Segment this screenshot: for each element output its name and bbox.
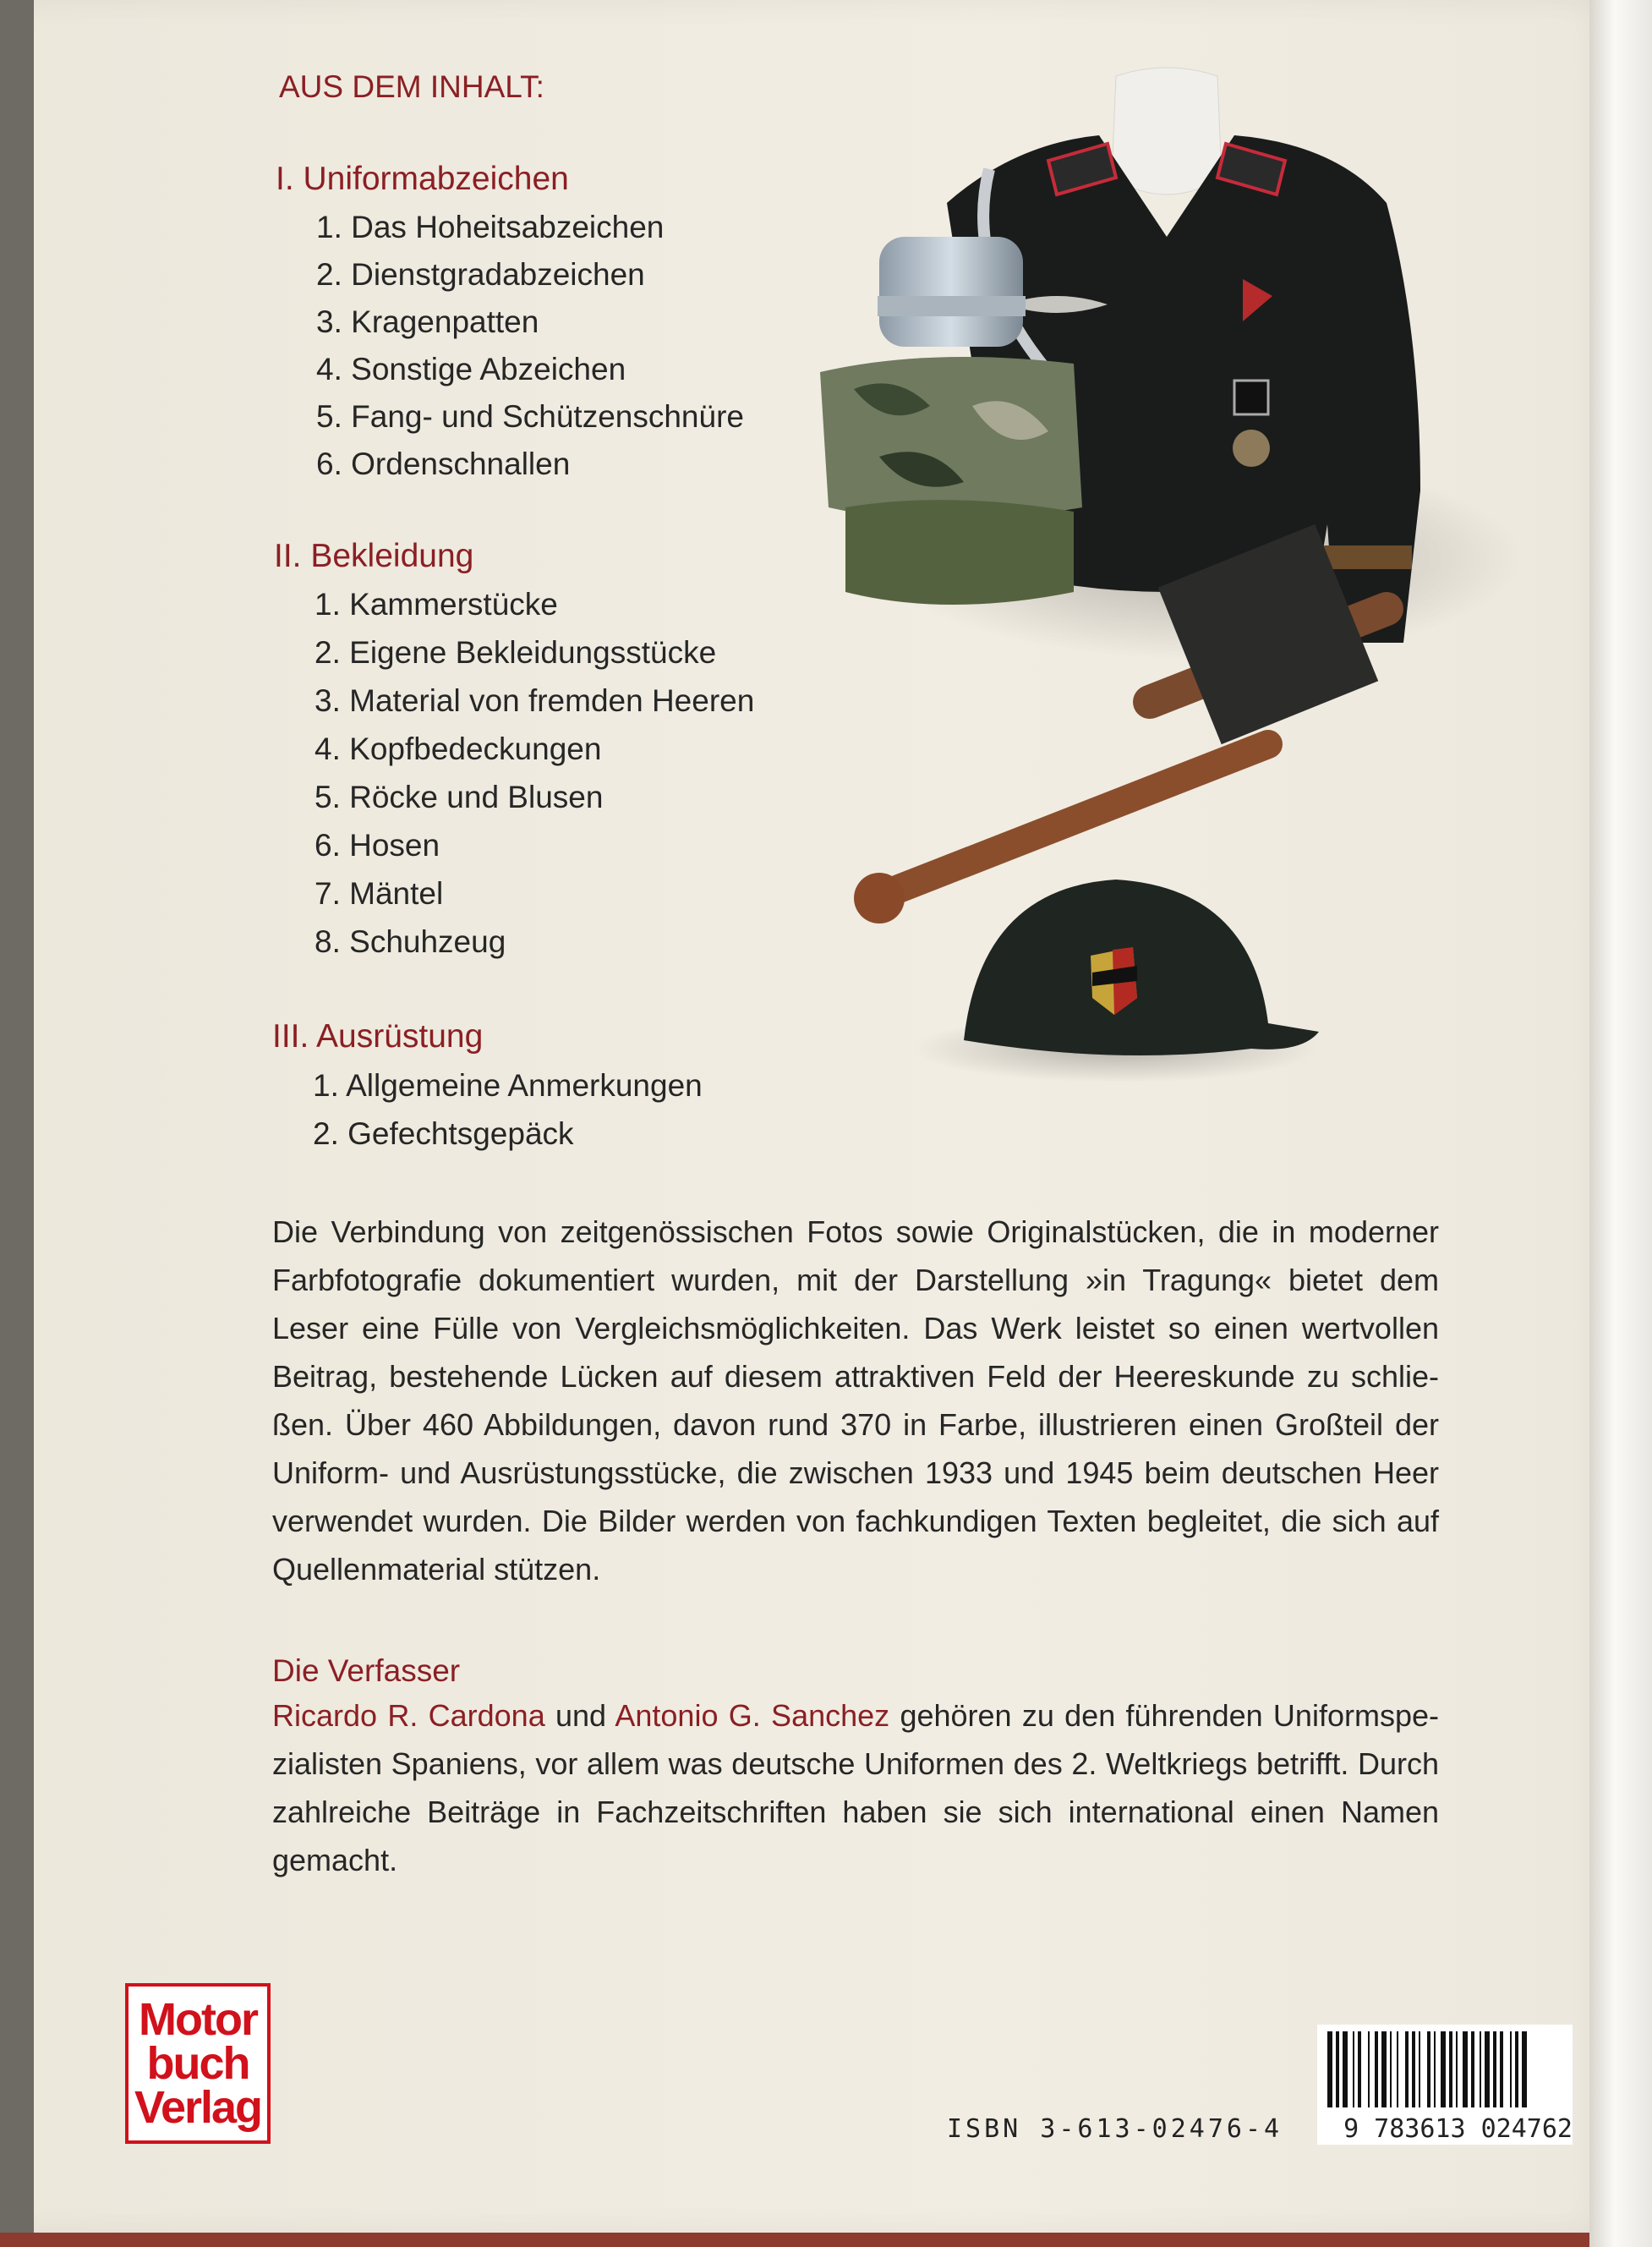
toc-item: 6. Hosen [315,828,440,863]
isbn-text: ISBN 3-613-02476-4 [947,2114,1283,2144]
author-connector: und [544,1698,615,1733]
toc-item: 5. Röcke und Blusen [315,780,604,814]
toc-item: 4. Kopfbedeckungen [315,732,602,766]
table-surface [0,2233,1652,2247]
authors-bio: gehören zu den führenden Uniformspe-zialisten Spaniens, vor allem was deutsche Uniformen des 2. Weltkriegs betrifft. Durch zahlreiche Beiträge in Fachzeitschriften haben sie sich international einen Namen gemacht. [272,1698,1439,1877]
toc-item: 2. Dienstgradabzeichen [316,257,645,292]
toc-item: 5. Fang- und Schützenschnüre [316,399,744,434]
book-spine [1589,0,1652,2247]
logo-line: Motor [139,1994,257,2045]
toc-item: 2. Eigene Bekleidungsstücke [315,635,717,670]
toc-item: 6. Ordenschnallen [316,447,571,481]
toc-item: 1. Das Hoheitsabzeichen [316,210,665,244]
toc-item: 7. Mäntel [315,876,444,911]
toc-item: 2. Gefechtsgepäck [313,1116,574,1151]
section-title-bekleidung: II. Bekleidung [274,538,474,574]
author-name: Antonio G. Sanchez [615,1698,890,1733]
logo-line: Verlag [134,2082,262,2133]
barcode-bars-icon [1317,2025,1573,2109]
logo-line: buch [146,2038,249,2089]
authors-paragraph [272,1691,1439,1884]
uniform-equipment-photo [795,51,1522,1099]
barcode-number: 9 783613 024762 [1343,2114,1573,2144]
authors-heading: Die Verfasser [272,1653,461,1688]
book-description: Die Verbindung von zeitgenössischen Fotos sowie Originalstücken, die in moderner Farbfotografie dokumentiert wurden, mit der Darstellung »in Tragung« bietet dem Leser eine Fülle von Vergleichsmöglichkeiten. Das Werk leistet so einen wertvollen Beitrag, bestehende Lücken auf diesem attraktiven Feld der Heereskunde zu schlie-ßen. Über 460 Abbildungen, davon rund 370 in Farbe, illustrieren einen Großteil der Uniform- und Ausrüstungsstücke, die zwischen 1933 und 1945 beim deutschen Heer verwendet wurden. Die Bilder werden von fachkundigen Texten begleitet, die sich auf Quellenmaterial stützen. [272,1214,1439,1587]
toc-item: 3. Material von fremden Heeren [315,683,755,718]
toc-item: 3. Kragenpatten [316,304,539,339]
toc-item: 1. Kammerstücke [315,587,558,622]
content-heading: AUS DEM INHALT: [279,69,544,104]
publisher-logo [125,1983,271,2144]
section-title-uniformabzeichen: I. Uniformabzeichen [276,161,569,197]
section-title-ausruestung: III. Ausrüstung [272,1018,484,1055]
toc-item: 8. Schuhzeug [315,924,506,959]
toc-item: 1. Allgemeine Anmerkungen [313,1068,703,1103]
toc-item: 4. Sonstige Abzeichen [316,352,626,386]
author-name: Ricardo R. Cardona [272,1698,545,1733]
book-back-cover [34,0,1623,2233]
